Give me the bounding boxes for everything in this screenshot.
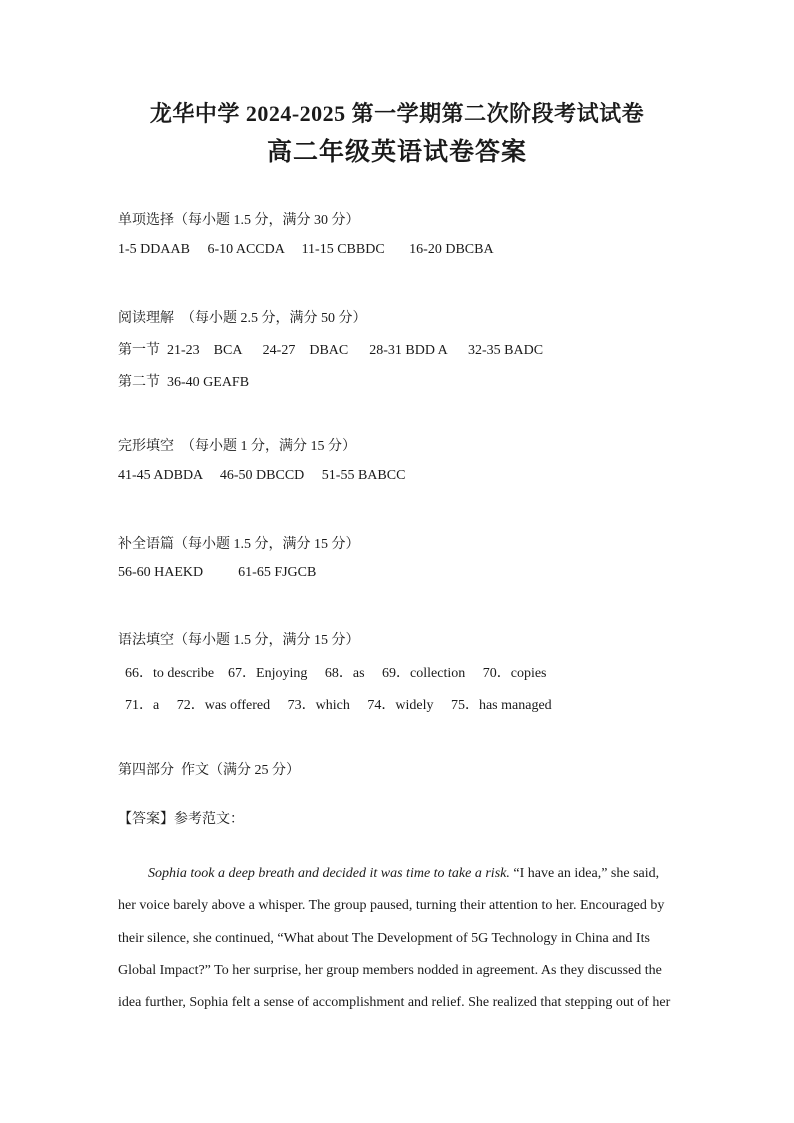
essay-line: their silence, she continued, “What about The Development of 5G Technology in China and Its — [118, 931, 650, 946]
essay-line — [118, 866, 678, 882]
essay-line1-rest: “I have an idea,” she said, — [509, 866, 660, 881]
grammar-answers-row2: 71．a 72．was offered 73．which 74．widely 75．has managed — [118, 698, 552, 713]
essay-line: her voice barely above a whisper. The group paused, turning their attention to her. Encouraged by — [118, 898, 665, 913]
cloze-heading: 完形填空 （每小题 1 分，满分 15 分） — [118, 439, 356, 454]
exam-title: 龙华中学 2024-2025 第一学期第二次阶段考试试卷 — [149, 101, 645, 126]
cloze-answers: 41-45 ADBDA 46-50 DBCCD 51-55 BABCC — [118, 468, 406, 483]
essay-opening-sentence: Sophia took a deep breath and decided it was time to take a risk. — [148, 866, 510, 881]
reading-heading: 阅读理解 （每小题 2.5 分，满分 50 分） — [118, 311, 367, 326]
single-choice-answers: 1-5 DDAAB 6-10 ACCDA 11-15 CBBDC 16-20 DBCBA — [118, 242, 494, 257]
essay-line: Global Impact?” To her surprise, her group members nodded in agreement. As they discussed the — [118, 963, 662, 978]
single-choice-heading: 单项选择（每小题 1.5 分，满分 30 分） — [118, 213, 360, 228]
reading-part1-answers: 第一节 21-23 BCA 24-27 DBAC 28-31 BDD A 32-35 BADC — [118, 343, 544, 358]
seven-choose-five-heading: 补全语篇（每小题 1.5 分，满分 15 分） — [118, 537, 360, 552]
exam-subtitle: 高二年级英语试卷答案 — [266, 139, 527, 166]
answer-label: 【答案】参考范文： — [118, 812, 244, 827]
seven-choose-five-answers: 56-60 HAEKD 61-65 FJGCB — [118, 565, 317, 580]
grammar-heading: 语法填空（每小题 1.5 分，满分 15 分） — [118, 633, 360, 648]
writing-heading: 第四部分 作文（满分 25 分） — [118, 763, 300, 778]
essay-line: idea further, Sophia felt a sense of accomplishment and relief. She realized that stepping out of her — [118, 995, 671, 1010]
grammar-answers-row1: 66．to describe 67．Enjoying 68．as 69．collection 70．copies — [118, 666, 547, 681]
reading-part2-answers: 第二节 36-40 GEAFB — [118, 375, 250, 390]
